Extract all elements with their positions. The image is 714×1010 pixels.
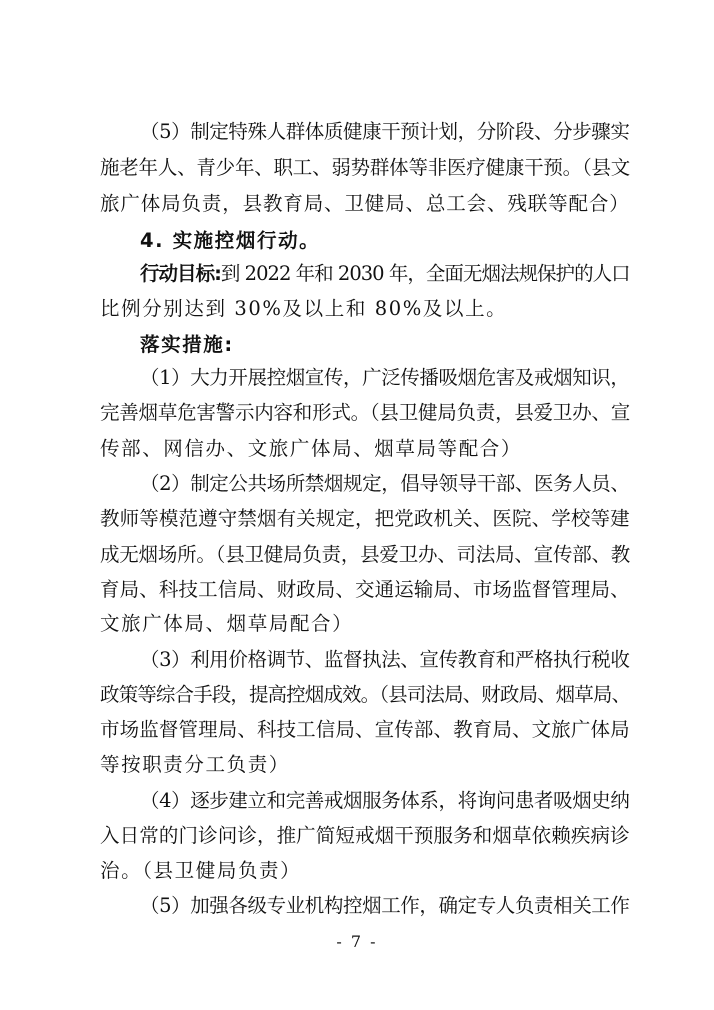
label-action-goal: 行动目标: [140, 262, 221, 285]
paragraph-line: 文旅广体局、烟草局配合） [100, 612, 354, 635]
paragraph-line: 比例分别达到 30%及以上和 80%及以上。 [100, 297, 508, 320]
label-measures: 落实措施: [140, 333, 234, 356]
paragraph-line: 等按职责分工负责） [100, 753, 290, 776]
paragraph-line: 成无烟场所。（县卫健局负责，县爱卫办、司法局、宣传部、教 [100, 543, 631, 566]
paragraph-line: 治。（县卫健局负责） [100, 859, 302, 882]
section-heading: 4. 实施控烟行动。 [140, 229, 321, 252]
paragraph-line: （5）制定特殊人群体质健康干预计划，分阶段、分步骤实 [140, 120, 630, 143]
paragraph-line: 市场监督管理局、科技工信局、宣传部、教育局、文旅广体局 [100, 718, 630, 741]
paragraph-line: （1）大力开展控烟宣传，广泛传播吸烟危害及戒烟知识， [140, 366, 630, 389]
paragraph-line: 旅广体局负责，县教育局、卫健局、总工会、残联等配合） [100, 192, 630, 215]
paragraph-line: 入日常的门诊问诊，推广简短戒烟干预服务和烟草依赖疾病诊 [100, 824, 630, 847]
paragraph-line: 教师等模范遵守禁烟有关规定，把党政机关、医院、学校等建 [100, 507, 630, 530]
paragraph-line: 政策等综合手段，提高控烟成效。（县司法局、财政局、烟草局、 [100, 683, 631, 706]
goal-text: 到 2022 年和 2030 年，全面无烟法规保护的人口 [220, 262, 630, 285]
paragraph-line: （2）制定公共场所禁烟规定，倡导领导干部、医务人员、 [140, 472, 630, 495]
paragraph-line [140, 262, 630, 286]
paragraph-line: 传部、网信办、文旅广体局、烟草局等配合） [100, 437, 523, 460]
paragraph-line: 完善烟草危害警示内容和形式。（县卫健局负责，县爱卫办、宣 [100, 401, 631, 424]
page-number: - 7 - [336, 932, 378, 951]
paragraph-line: 施老年人、青少年、职工、弱势群体等非医疗健康干预。（县文 [100, 156, 631, 179]
paragraph-line: （3）利用价格调节、监督执法、宣传教育和严格执行税收 [140, 648, 630, 671]
paragraph-line: （4）逐步建立和完善戒烟服务体系，将询问患者吸烟史纳 [140, 789, 630, 812]
paragraph-line: 育局、科技工信局、财政局、交通运输局、市场监督管理局、 [100, 578, 630, 601]
paragraph-line: （5）加强各级专业机构控烟工作，确定专人负责相关工作 [140, 894, 630, 917]
